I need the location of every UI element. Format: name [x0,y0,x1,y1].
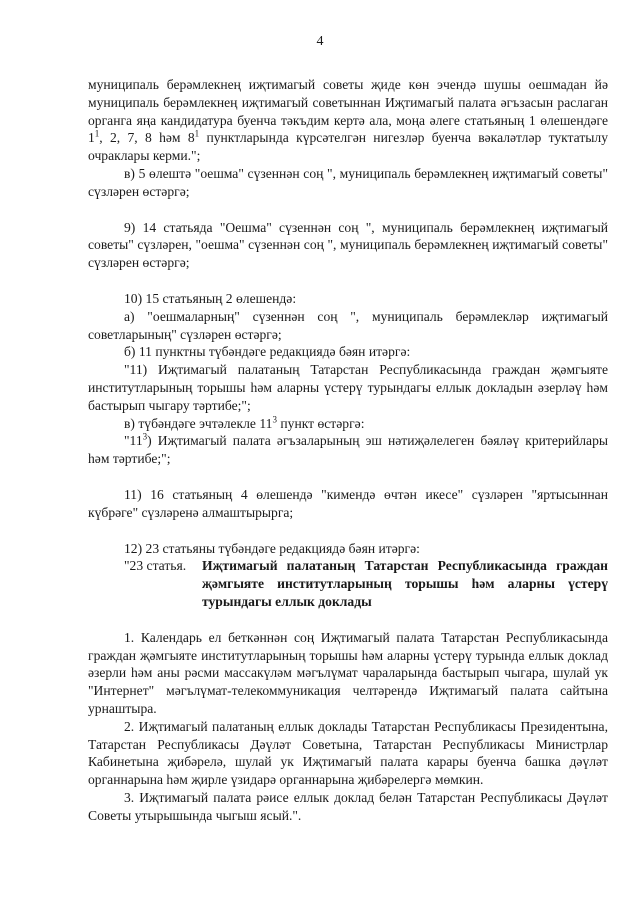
page-number: 4 [316,34,324,49]
article-label: "23 статья. [124,558,187,574]
paragraph-item-11: 11) 16 статьяның 4 өлешендә "кимендә өчтән икесе" сүзләрен "яртысыннан күбрәге" сүзләренә алмаштырырга; [88,486,608,520]
paragraph-item-v: в) 5 өлештә "оешма" сүзеннән соң ", муниципаль берәмлекнең иҗтимагый советы" сүзләрен өстәргә; [88,165,608,199]
article-paragraph-1: 1. Календарь ел беткәннән соң Иҗтимагый палата Татарстан Республикасында граждан җәмгыяте институтларының торышы һәм аларны үстерү турында еллык доклад әзерли һәм аны рәсми массакүләм мәгълүмат чараларында бастырып чыгара, шулай ук "Интернет" мәгълүмат-телекоммуникация челтәрендә Иҗтимагый палата сайтына урнаштыра. [88,629,608,716]
document-body [88,76,608,824]
article-heading [88,557,608,610]
paragraph-quote-113: "$11^3$) Иҗтимагый палата әгъзаларының эш нәтиҗәлелеген бәяләү критерийлары һәм тәртибе;"; [88,431,608,467]
paragraph-item-12: 12) 23 статьяны түбәндәге редакциядә бәян итәргә: [124,540,420,556]
article-paragraph-3: 3. Иҗтимагый палата рәисе еллык доклад белән Татарстан Республикасы Дәүләт Советы утырышында чыгыш ясый.". [88,789,608,823]
paragraph-item-b: б) 11 пунктны түбәндәге редакциядә бәян итәргә: [124,344,411,360]
paragraph-item-10: 10) 15 статьяның 2 өлешендә: [124,290,297,306]
paragraph-quote-11: "11) Иҗтимагый палатаның Татарстан Республикасында граждан җәмгыяте институтларының торышы һәм аларны үстерү турындагы еллык докладын әзерләү һәм бастырып чыгару тәртибе;"; [88,362,608,413]
paragraph-continuation: муниципаль берәмлекнең иҗтимагый советы җиде көн эчендә шушы оешмадан йә муниципаль берәмлекнең иҗтимагый советыннан Иҗтимагый палата әгъзасын раслаган органга яңа кандидатура буенча тәкъдим кертә ала, моңа әлеге статьяның 1 өлешендәге $1^1$, 2, 7, 8 һәм $8^1$ пунктларында күрсәтелгән нигезләр буенча вәкаләтләр туктатылу очраклары керми."; [88,77,608,164]
paragraph-item-9: 9) 14 статьяда "Оешма" сүзеннән соң ", муниципаль берәмлекнең иҗтимагый советы" сүзләрен, "оешма" сүзеннән соң ", муниципаль берәмлекнең иҗтимагый советы" сүзләрен өстәргә; [88,219,608,271]
article-paragraph-2: 2. Иҗтимагый палатаның еллык доклады Татарстан Республикасы Президентына, Татарстан Республикасы Дәүләт Советына, Татарстан Республикасы Министрлар Кабинетына җибәрелә, шулай ук Иҗтимагый палата карары буенча башка дәүләт органнарына һәм җирле үзидарә органнарына җибәрелергә мөмкин. [88,718,608,788]
paragraph-item-v2: в) түбәндәге эчтәлекле $11^3$ пункт өстәргә: [124,414,365,431]
article-title: Иҗтимагый палатаның Татарстан Республикасында граждан җәмгыяте институтларының торышы һәм аларны үстерү турындагы еллык доклады [202,558,608,609]
paragraph-item-a: а) "оешмаларның" сүзеннән соң ", муниципаль берәмлекләр иҗтимагый советларының" сүзләрен өстәргә; [88,308,608,342]
